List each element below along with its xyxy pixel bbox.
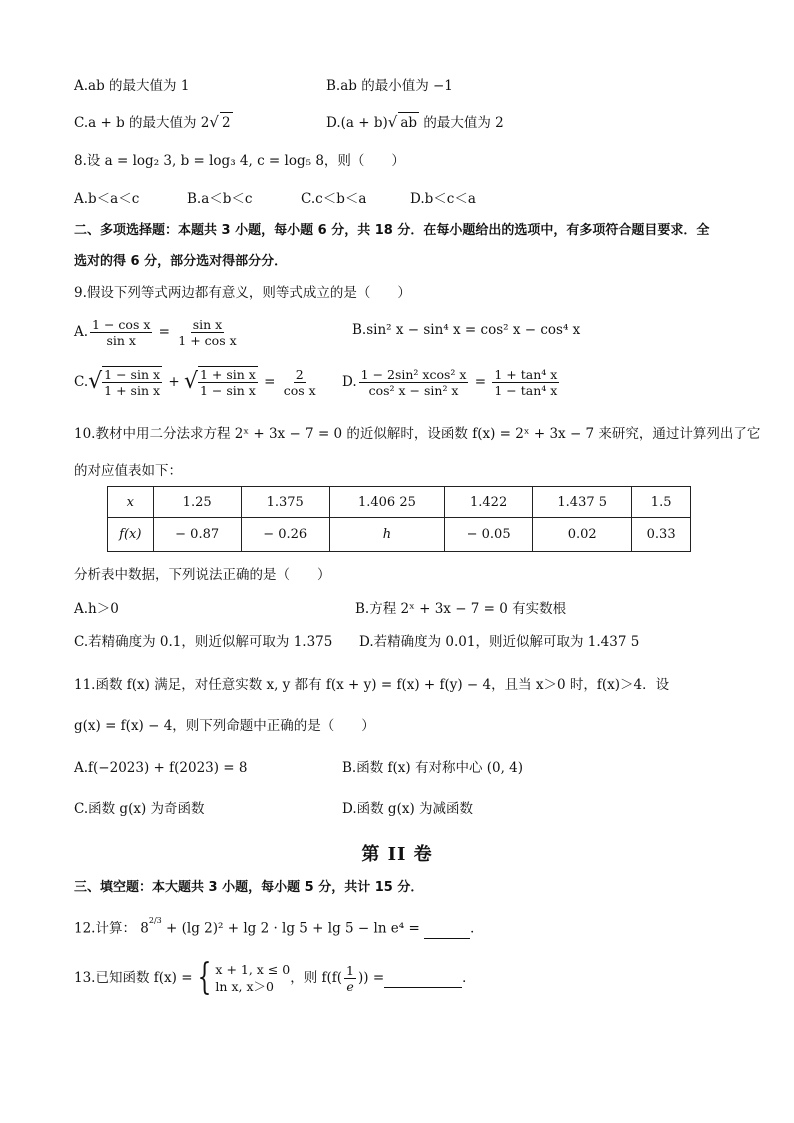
q9-c-num3: 2 [295, 366, 304, 382]
q10-stem-line2: 的对应值表如下： [74, 463, 182, 479]
q11-stem-line2: g(x) = f(x) − 4，则下列命题中正确的是（ ） [74, 718, 375, 734]
q9-d-num1: 1 − 2sin² xcos² x [360, 366, 467, 382]
table-cell: 1.406 25 [329, 487, 444, 518]
q9-c-num1: 1 − sin x [104, 367, 161, 382]
q10-stem-line1: 10.教材中用二分法求方程 2ˣ + 3x − 7 = 0 的近似解时，设函数 f(x) = 2ˣ + 3x − 7 来研究，通过计算列出了它 [74, 426, 761, 442]
value-table [107, 486, 691, 552]
q13-case2: ln x, x＞0 [215, 979, 274, 994]
q9-option-b: B.sin² x − sin⁴ x = cos² x − cos⁴ x [352, 322, 581, 338]
q9-d-fraction-right [492, 367, 559, 398]
table-cell: 1.375 [241, 487, 329, 518]
q9-option-d-label: D. [342, 374, 357, 390]
q10-stem-line3: 分析表中数据，下列说法正确的是（ ） [74, 567, 331, 583]
q12-end: ． [470, 920, 484, 937]
q10-option-c: C.若精确度为 0.1，则近似解可取为 1.375 [74, 634, 333, 650]
q13-prefix: 13.已知函数 f(x) = [74, 970, 193, 986]
q9-c-den3: cos x [283, 382, 316, 398]
q9-c-fraction-3 [282, 367, 318, 398]
q9-option-c: C. √ $\frac{\text{1 − sin x}}{\text{1 + sin x}}$ + √ $\frac{\text{1 + sin x}}{\text{1 − sin x}}$ = $\frac{2}{\text{cos x}}$ [74, 366, 316, 398]
table-cell: h [329, 518, 444, 552]
q9-c-den2: 1 − sin x [199, 383, 256, 398]
piecewise-brace: { [197, 957, 211, 998]
q9-c-fraction-2 [198, 366, 258, 398]
q7-option-a: A.ab 的最大值为 1 [74, 78, 190, 94]
q13-middle: ，则 f(f( [290, 970, 343, 986]
section2-heading-line1: 二、多项选择题：本题共 3 小题，每小题 6 分，共 18 分．在每小题给出的选项中，有多项符合题目要求．全 [74, 223, 710, 238]
q9-option-c-label: C. [74, 374, 89, 390]
q7-option-d-radicand: ab [398, 112, 419, 133]
q9-a-den1: sin x [106, 332, 136, 348]
q10-option-d: D.若精确度为 0.01，则近似解可取为 1.437 5 [359, 634, 640, 650]
q13-case1: x + 1, x ≤ 0 [215, 962, 291, 977]
q12-exponent: 2/3 [148, 916, 162, 925]
section2-heading-line2: 选对的得 6 分，部分选对得部分分． [74, 254, 288, 269]
q9-c-fraction-1 [102, 366, 162, 398]
q7-option-c: C.a + b 的最大值为 2√ 2 [74, 113, 231, 131]
q12-line [74, 915, 484, 939]
q9-d-fraction-left [359, 367, 469, 398]
q7-option-b: B.ab 的最小值为 −1 [326, 78, 453, 94]
q9-a-num2: sin x [192, 316, 223, 332]
q11-stem-line1: 11.函数 f(x) 满足，对任意实数 x, y 都有 f(x + y) = f(x) + f(y) − 4，且当 x＞0 时，f(x)＞4．设 [74, 677, 670, 693]
q11-option-c: C.函数 g(x) 为奇函数 [74, 801, 205, 817]
q9-d-den2: 1 − tan⁴ x [494, 382, 558, 398]
q11-option-b: B.函数 f(x) 有对称中心 (0, 4) [342, 760, 524, 776]
q13-line [74, 956, 476, 1000]
q8-option-a: A.b＜a＜c [74, 191, 140, 207]
q11-option-d: D.函数 g(x) 为减函数 [342, 801, 474, 817]
q9-stem: 9.假设下列等式两边都有意义，则等式成立的是（ ） [74, 285, 411, 301]
piecewise-cases [215, 961, 290, 995]
section3-heading: 三、填空题：本大题共 3 小题，每小题 5 分，共计 15 分． [74, 880, 424, 895]
q9-a-fraction-left [90, 317, 152, 348]
table-row [108, 518, 691, 552]
table-cell: x [108, 487, 154, 518]
q13-fraction [344, 963, 356, 994]
table-cell: 0.33 [632, 518, 691, 552]
q9-a-fraction-right [176, 317, 238, 348]
table-cell: f(x) [108, 518, 154, 552]
table-cell: 0.02 [533, 518, 632, 552]
q9-d-num2: 1 + tan⁴ x [494, 366, 558, 382]
q7-option-c-text: C.a + b 的最大值为 2 [74, 115, 210, 131]
table-cell: 1.5 [632, 487, 691, 518]
q10-option-b: B.方程 2ˣ + 3x − 7 = 0 有实数根 [355, 601, 567, 617]
q7-option-d-text: D.(a + b) [326, 115, 388, 131]
q9-c-num2: 1 + sin x [199, 367, 256, 382]
table-cell: − 0.05 [445, 518, 533, 552]
q9-option-a: A. $\frac{\text{1 − cos x}}{\text{sin x}}$ = $\frac{\text{sin x}}{\text{1 + cos x}}$ [74, 316, 237, 348]
q8-option-c: C.c＜b＜a [301, 191, 367, 207]
q13-end: ． [462, 970, 476, 986]
q9-c-den1: 1 + sin x [104, 383, 161, 398]
q13-fraction-num: 1 [346, 962, 354, 978]
q9-a-den2: 1 + cos x [178, 332, 237, 348]
q9-a-num1: 1 − cos x [92, 316, 151, 332]
q9-d-den1: cos² x − sin² x [368, 382, 459, 398]
q11-option-a: A.f(−2023) + f(2023) = 8 [74, 760, 248, 776]
q12-prefix: 12.计算： [74, 920, 136, 937]
q10-option-a: A.h＞0 [74, 601, 119, 617]
table-cell: − 0.87 [153, 518, 241, 552]
part-two-title: 第 II 卷 [361, 844, 433, 865]
q12-answer-blank[interactable] [424, 938, 470, 939]
q7-option-c-radicand: 2 [220, 112, 233, 133]
q8-option-b: B.a＜b＜c [187, 191, 253, 207]
q9-option-d: D. $\frac{\text{1 − 2sin² xcos² x}}{\text{cos² x − sin² x}}$ = $\frac{\text{1 + tan⁴ x}}{\text{1 − tan⁴ x}}$ [342, 366, 558, 398]
q8-stem: 8.设 a = log₂ 3, b = log₃ 4, c = log₅ 8，则（ ） [74, 153, 405, 169]
q8-option-d: D.b＜c＜a [410, 191, 476, 207]
table-cell: 1.25 [153, 487, 241, 518]
q13-answer-blank[interactable] [384, 969, 462, 988]
q13-suffix: )) = [358, 970, 385, 986]
q9-option-a-label: A. [74, 324, 89, 340]
q7-option-d-tail: 的最大值为 2 [419, 115, 504, 131]
table-cell: 1.422 [445, 487, 533, 518]
q7-option-d: D.(a + b)√ ab 的最大值为 2 [326, 113, 504, 131]
q13-fraction-den: e [346, 978, 354, 994]
table-row [108, 487, 691, 518]
table-cell: 1.437 5 [533, 487, 632, 518]
q12-base: 8 [140, 920, 149, 937]
q12-expression: + (lg 2)² + lg 2 · lg 5 + lg 5 − ln e⁴ = [161, 920, 425, 937]
table-cell: − 0.26 [241, 518, 329, 552]
